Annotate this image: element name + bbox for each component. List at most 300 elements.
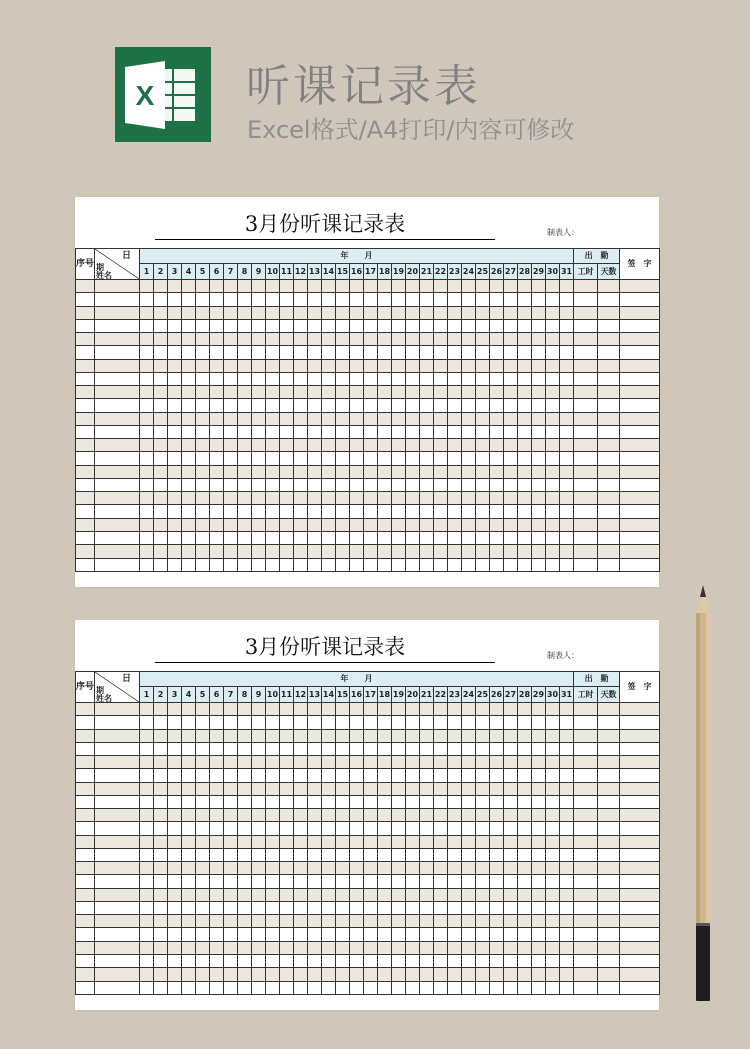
table-cell[interactable] [462, 465, 476, 478]
table-cell[interactable] [378, 809, 392, 822]
table-cell[interactable] [210, 518, 224, 531]
table-cell[interactable] [448, 293, 462, 306]
table-cell[interactable] [378, 465, 392, 478]
table-cell[interactable] [95, 518, 140, 531]
table-cell[interactable] [518, 386, 532, 399]
table-cell[interactable] [546, 319, 560, 332]
table-cell[interactable] [322, 465, 336, 478]
table-cell[interactable] [140, 545, 154, 558]
table-cell[interactable] [210, 333, 224, 346]
table-cell[interactable] [280, 756, 294, 769]
table-cell[interactable] [490, 809, 504, 822]
table-cell[interactable] [294, 968, 308, 981]
table-cell[interactable] [490, 941, 504, 954]
table-cell[interactable] [140, 742, 154, 755]
table-cell[interactable] [322, 505, 336, 518]
table-cell[interactable] [140, 716, 154, 729]
table-cell[interactable] [266, 545, 280, 558]
table-cell[interactable] [504, 955, 518, 968]
table-cell[interactable] [280, 333, 294, 346]
table-cell[interactable] [140, 359, 154, 372]
table-cell[interactable] [598, 941, 620, 954]
table-cell[interactable] [420, 848, 434, 861]
table-cell[interactable] [252, 465, 266, 478]
table-cell[interactable] [350, 928, 364, 941]
table-cell[interactable] [462, 279, 476, 292]
table-cell[interactable] [364, 756, 378, 769]
table-cell[interactable] [182, 941, 196, 954]
table-cell[interactable] [76, 399, 95, 412]
table-cell[interactable] [308, 306, 322, 319]
table-cell[interactable] [196, 848, 210, 861]
table-cell[interactable] [434, 809, 448, 822]
table-cell[interactable] [350, 901, 364, 914]
table-cell[interactable] [350, 795, 364, 808]
table-cell[interactable] [350, 319, 364, 332]
table-cell[interactable] [238, 782, 252, 795]
table-cell[interactable] [154, 716, 168, 729]
table-cell[interactable] [504, 981, 518, 994]
table-cell[interactable] [308, 875, 322, 888]
table-cell[interactable] [168, 729, 182, 742]
table-cell[interactable] [518, 439, 532, 452]
table-cell[interactable] [476, 386, 490, 399]
table-cell[interactable] [196, 505, 210, 518]
table-cell[interactable] [182, 782, 196, 795]
table-cell[interactable] [620, 955, 660, 968]
table-cell[interactable] [238, 848, 252, 861]
table-cell[interactable] [154, 981, 168, 994]
table-cell[interactable] [620, 425, 660, 438]
table-cell[interactable] [168, 359, 182, 372]
table-cell[interactable] [294, 532, 308, 545]
table-cell[interactable] [95, 742, 140, 755]
table-cell[interactable] [350, 702, 364, 715]
table-cell[interactable] [76, 505, 95, 518]
table-cell[interactable] [392, 346, 406, 359]
table-cell[interactable] [336, 901, 350, 914]
table-cell[interactable] [182, 452, 196, 465]
table-cell[interactable] [364, 955, 378, 968]
table-cell[interactable] [448, 439, 462, 452]
table-cell[interactable] [420, 545, 434, 558]
table-cell[interactable] [406, 545, 420, 558]
table-cell[interactable] [448, 809, 462, 822]
table-cell[interactable] [95, 372, 140, 385]
table-cell[interactable] [392, 439, 406, 452]
table-cell[interactable] [448, 795, 462, 808]
table-cell[interactable] [504, 399, 518, 412]
table-cell[interactable] [224, 532, 238, 545]
table-cell[interactable] [504, 835, 518, 848]
table-cell[interactable] [420, 532, 434, 545]
table-cell[interactable] [434, 439, 448, 452]
table-cell[interactable] [448, 928, 462, 941]
table-cell[interactable] [210, 769, 224, 782]
table-cell[interactable] [598, 955, 620, 968]
table-cell[interactable] [476, 809, 490, 822]
table-cell[interactable] [406, 968, 420, 981]
table-cell[interactable] [95, 795, 140, 808]
table-cell[interactable] [406, 558, 420, 571]
table-cell[interactable] [308, 742, 322, 755]
table-cell[interactable] [462, 822, 476, 835]
table-cell[interactable] [560, 412, 574, 425]
table-cell[interactable] [210, 545, 224, 558]
table-cell[interactable] [504, 915, 518, 928]
table-cell[interactable] [620, 782, 660, 795]
table-cell[interactable] [518, 333, 532, 346]
table-cell[interactable] [154, 928, 168, 941]
table-cell[interactable] [95, 875, 140, 888]
table-cell[interactable] [224, 848, 238, 861]
table-cell[interactable] [224, 359, 238, 372]
table-cell[interactable] [546, 955, 560, 968]
table-cell[interactable] [266, 848, 280, 861]
table-cell[interactable] [224, 809, 238, 822]
table-cell[interactable] [560, 333, 574, 346]
table-cell[interactable] [560, 452, 574, 465]
table-cell[interactable] [518, 729, 532, 742]
table-cell[interactable] [252, 319, 266, 332]
table-cell[interactable] [322, 346, 336, 359]
table-cell[interactable] [336, 518, 350, 531]
table-cell[interactable] [252, 795, 266, 808]
table-cell[interactable] [448, 306, 462, 319]
table-cell[interactable] [210, 505, 224, 518]
table-cell[interactable] [434, 756, 448, 769]
table-cell[interactable] [238, 702, 252, 715]
table-cell[interactable] [378, 756, 392, 769]
table-cell[interactable] [364, 875, 378, 888]
table-cell[interactable] [210, 425, 224, 438]
table-cell[interactable] [378, 862, 392, 875]
table-cell[interactable] [420, 439, 434, 452]
table-cell[interactable] [210, 981, 224, 994]
table-cell[interactable] [280, 729, 294, 742]
table-cell[interactable] [560, 848, 574, 861]
table-cell[interactable] [280, 505, 294, 518]
table-cell[interactable] [95, 425, 140, 438]
table-cell[interactable] [280, 848, 294, 861]
table-cell[interactable] [560, 478, 574, 491]
table-cell[interactable] [504, 306, 518, 319]
table-cell[interactable] [182, 888, 196, 901]
table-cell[interactable] [76, 319, 95, 332]
table-cell[interactable] [378, 702, 392, 715]
table-cell[interactable] [280, 279, 294, 292]
table-cell[interactable] [406, 822, 420, 835]
table-cell[interactable] [490, 478, 504, 491]
table-cell[interactable] [336, 742, 350, 755]
table-cell[interactable] [238, 293, 252, 306]
table-cell[interactable] [196, 492, 210, 505]
table-cell[interactable] [322, 558, 336, 571]
table-cell[interactable] [532, 439, 546, 452]
table-cell[interactable] [168, 782, 182, 795]
table-cell[interactable] [95, 716, 140, 729]
table-cell[interactable] [266, 518, 280, 531]
table-cell[interactable] [294, 359, 308, 372]
table-cell[interactable] [476, 518, 490, 531]
table-cell[interactable] [308, 532, 322, 545]
table-cell[interactable] [420, 981, 434, 994]
table-cell[interactable] [546, 782, 560, 795]
table-cell[interactable] [378, 279, 392, 292]
table-cell[interactable] [598, 769, 620, 782]
table-cell[interactable] [308, 809, 322, 822]
table-cell[interactable] [238, 862, 252, 875]
table-cell[interactable] [140, 756, 154, 769]
table-cell[interactable] [574, 981, 598, 994]
table-cell[interactable] [266, 981, 280, 994]
table-cell[interactable] [518, 412, 532, 425]
table-cell[interactable] [546, 359, 560, 372]
table-cell[interactable] [224, 558, 238, 571]
table-cell[interactable] [294, 955, 308, 968]
table-cell[interactable] [532, 452, 546, 465]
table-cell[interactable] [448, 968, 462, 981]
table-cell[interactable] [448, 769, 462, 782]
table-cell[interactable] [476, 372, 490, 385]
table-cell[interactable] [462, 955, 476, 968]
table-cell[interactable] [266, 901, 280, 914]
table-cell[interactable] [224, 518, 238, 531]
table-cell[interactable] [620, 412, 660, 425]
table-cell[interactable] [448, 848, 462, 861]
table-cell[interactable] [378, 941, 392, 954]
table-cell[interactable] [224, 928, 238, 941]
table-cell[interactable] [168, 293, 182, 306]
table-cell[interactable] [598, 346, 620, 359]
table-cell[interactable] [504, 729, 518, 742]
table-cell[interactable] [504, 412, 518, 425]
table-cell[interactable] [532, 835, 546, 848]
table-cell[interactable] [210, 875, 224, 888]
table-cell[interactable] [350, 729, 364, 742]
table-cell[interactable] [168, 465, 182, 478]
table-cell[interactable] [620, 848, 660, 861]
table-cell[interactable] [420, 915, 434, 928]
table-cell[interactable] [322, 716, 336, 729]
table-cell[interactable] [266, 941, 280, 954]
table-cell[interactable] [574, 279, 598, 292]
table-cell[interactable] [294, 822, 308, 835]
table-cell[interactable] [448, 346, 462, 359]
table-cell[interactable] [168, 439, 182, 452]
table-cell[interactable] [518, 532, 532, 545]
table-cell[interactable] [280, 901, 294, 914]
table-cell[interactable] [154, 425, 168, 438]
table-cell[interactable] [364, 505, 378, 518]
table-cell[interactable] [364, 478, 378, 491]
table-cell[interactable] [620, 478, 660, 491]
table-cell[interactable] [308, 425, 322, 438]
table-cell[interactable] [448, 372, 462, 385]
table-cell[interactable] [518, 901, 532, 914]
table-cell[interactable] [620, 756, 660, 769]
table-cell[interactable] [574, 306, 598, 319]
table-cell[interactable] [518, 822, 532, 835]
table-cell[interactable] [476, 702, 490, 715]
table-cell[interactable] [182, 399, 196, 412]
table-cell[interactable] [252, 333, 266, 346]
table-cell[interactable] [560, 465, 574, 478]
table-cell[interactable] [154, 439, 168, 452]
table-cell[interactable] [364, 492, 378, 505]
table-cell[interactable] [95, 888, 140, 901]
table-cell[interactable] [504, 279, 518, 292]
table-cell[interactable] [196, 425, 210, 438]
table-cell[interactable] [364, 928, 378, 941]
table-cell[interactable] [280, 425, 294, 438]
table-cell[interactable] [168, 558, 182, 571]
table-cell[interactable] [140, 465, 154, 478]
table-cell[interactable] [448, 915, 462, 928]
table-cell[interactable] [546, 941, 560, 954]
table-cell[interactable] [574, 399, 598, 412]
table-cell[interactable] [476, 928, 490, 941]
table-cell[interactable] [308, 386, 322, 399]
table-cell[interactable] [518, 716, 532, 729]
table-cell[interactable] [620, 452, 660, 465]
table-cell[interactable] [308, 968, 322, 981]
table-cell[interactable] [532, 518, 546, 531]
table-cell[interactable] [420, 968, 434, 981]
table-cell[interactable] [392, 795, 406, 808]
table-cell[interactable] [210, 888, 224, 901]
table-cell[interactable] [294, 862, 308, 875]
table-cell[interactable] [518, 372, 532, 385]
table-cell[interactable] [154, 372, 168, 385]
table-cell[interactable] [574, 915, 598, 928]
table-cell[interactable] [196, 928, 210, 941]
table-cell[interactable] [378, 928, 392, 941]
table-cell[interactable] [95, 359, 140, 372]
table-cell[interactable] [210, 399, 224, 412]
table-cell[interactable] [620, 346, 660, 359]
table-cell[interactable] [420, 955, 434, 968]
table-cell[interactable] [322, 729, 336, 742]
table-cell[interactable] [95, 941, 140, 954]
table-cell[interactable] [532, 862, 546, 875]
table-cell[interactable] [434, 835, 448, 848]
table-cell[interactable] [238, 716, 252, 729]
table-cell[interactable] [518, 862, 532, 875]
table-cell[interactable] [532, 372, 546, 385]
table-cell[interactable] [294, 848, 308, 861]
table-cell[interactable] [76, 518, 95, 531]
table-cell[interactable] [210, 439, 224, 452]
table-cell[interactable] [140, 875, 154, 888]
table-cell[interactable] [154, 478, 168, 491]
table-cell[interactable] [154, 901, 168, 914]
table-cell[interactable] [322, 492, 336, 505]
table-cell[interactable] [210, 465, 224, 478]
table-cell[interactable] [224, 492, 238, 505]
table-cell[interactable] [476, 862, 490, 875]
table-cell[interactable] [252, 915, 266, 928]
table-cell[interactable] [224, 875, 238, 888]
table-cell[interactable] [518, 359, 532, 372]
table-cell[interactable] [490, 558, 504, 571]
table-cell[interactable] [168, 941, 182, 954]
table-cell[interactable] [560, 835, 574, 848]
table-cell[interactable] [224, 901, 238, 914]
table-cell[interactable] [378, 981, 392, 994]
table-cell[interactable] [238, 452, 252, 465]
table-cell[interactable] [196, 875, 210, 888]
table-cell[interactable] [168, 319, 182, 332]
table-cell[interactable] [406, 716, 420, 729]
table-cell[interactable] [196, 716, 210, 729]
table-cell[interactable] [308, 333, 322, 346]
table-cell[interactable] [518, 769, 532, 782]
table-cell[interactable] [266, 915, 280, 928]
table-cell[interactable] [504, 941, 518, 954]
table-cell[interactable] [182, 809, 196, 822]
table-cell[interactable] [252, 439, 266, 452]
table-cell[interactable] [462, 478, 476, 491]
table-cell[interactable] [308, 359, 322, 372]
table-cell[interactable] [238, 306, 252, 319]
table-cell[interactable] [406, 333, 420, 346]
table-cell[interactable] [574, 319, 598, 332]
table-cell[interactable] [308, 558, 322, 571]
table-cell[interactable] [598, 279, 620, 292]
table-cell[interactable] [182, 928, 196, 941]
table-cell[interactable] [210, 848, 224, 861]
table-cell[interactable] [336, 333, 350, 346]
table-cell[interactable] [392, 558, 406, 571]
table-cell[interactable] [392, 465, 406, 478]
table-cell[interactable] [336, 981, 350, 994]
table-cell[interactable] [560, 862, 574, 875]
table-cell[interactable] [546, 465, 560, 478]
table-cell[interactable] [546, 452, 560, 465]
table-cell[interactable] [598, 558, 620, 571]
table-cell[interactable] [196, 306, 210, 319]
table-cell[interactable] [322, 862, 336, 875]
table-cell[interactable] [476, 399, 490, 412]
table-cell[interactable] [364, 372, 378, 385]
table-cell[interactable] [196, 862, 210, 875]
table-cell[interactable] [140, 862, 154, 875]
table-cell[interactable] [350, 968, 364, 981]
table-cell[interactable] [490, 346, 504, 359]
table-cell[interactable] [322, 955, 336, 968]
table-cell[interactable] [196, 769, 210, 782]
table-cell[interactable] [462, 769, 476, 782]
table-cell[interactable] [574, 386, 598, 399]
table-cell[interactable] [196, 756, 210, 769]
table-cell[interactable] [280, 545, 294, 558]
table-cell[interactable] [406, 848, 420, 861]
table-cell[interactable] [280, 742, 294, 755]
table-cell[interactable] [364, 399, 378, 412]
table-cell[interactable] [308, 915, 322, 928]
table-cell[interactable] [350, 492, 364, 505]
table-cell[interactable] [224, 386, 238, 399]
table-cell[interactable] [364, 888, 378, 901]
table-cell[interactable] [168, 769, 182, 782]
table-cell[interactable] [294, 941, 308, 954]
table-cell[interactable] [350, 359, 364, 372]
table-cell[interactable] [420, 716, 434, 729]
table-cell[interactable] [490, 702, 504, 715]
table-cell[interactable] [364, 293, 378, 306]
table-cell[interactable] [434, 306, 448, 319]
